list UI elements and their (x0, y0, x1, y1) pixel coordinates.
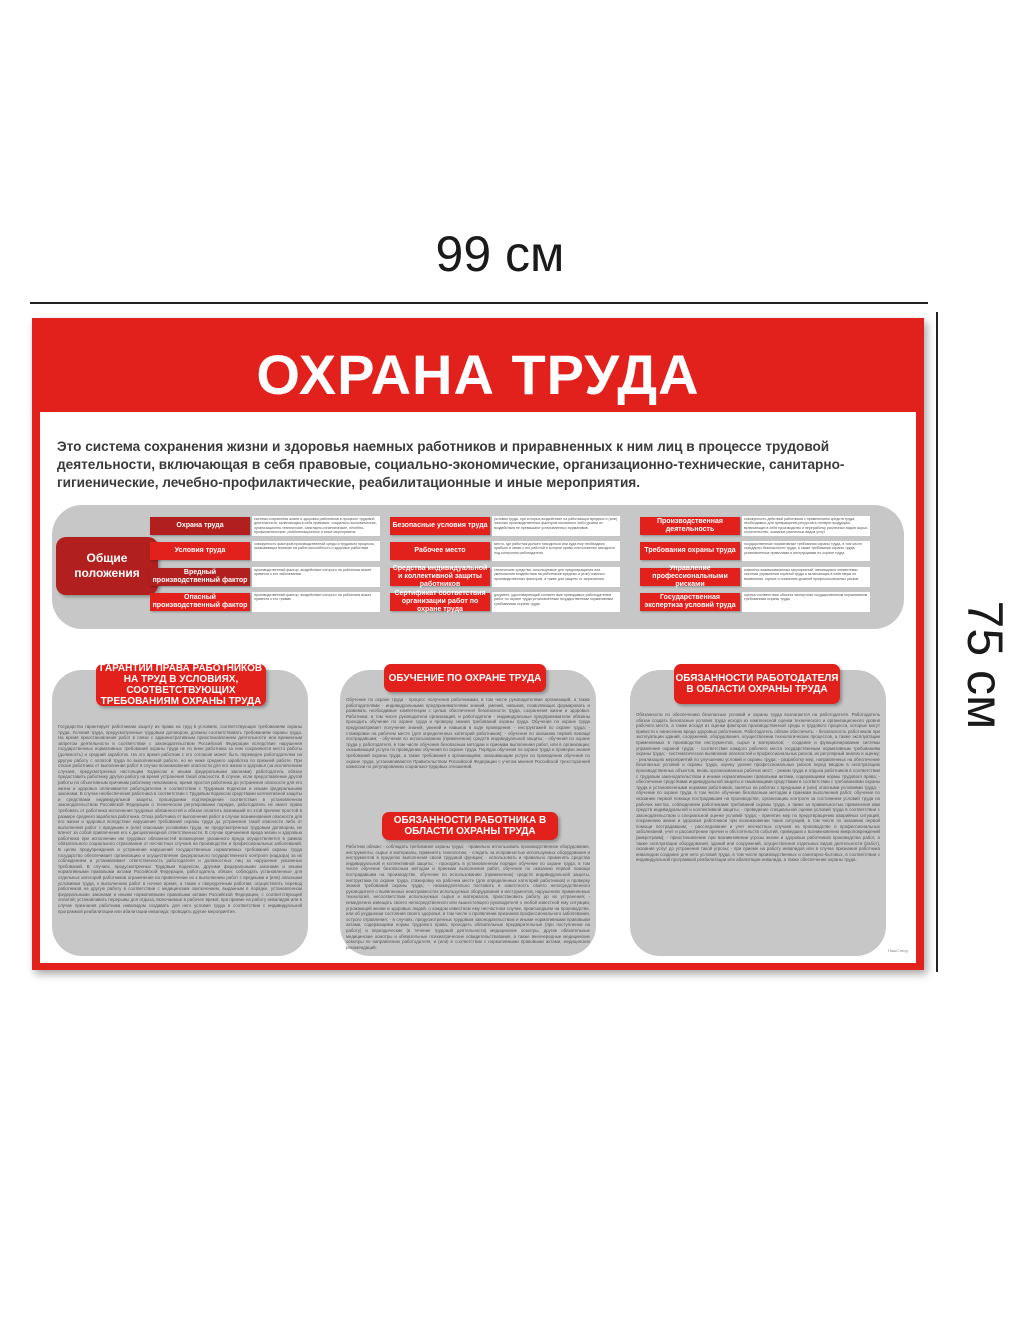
term-label: Средства индивидуальной и коллективной защиты работников (390, 568, 490, 586)
term-definition: место, где работник должен находиться или куда ему необходимо прибыть в связи с его работой и которое прямо или косвенно находится под контролем работодателя (492, 541, 620, 561)
intro-text: Это система сохранения жизни и здоровья наемных работников и приравненных к ним лиц в процессе трудовой деятельности, включающая в себя правовые, социально-экономические, организационно-технические, санитарно-гигиенические, лечебно-профилактические, реабилитационные и иные мероприятия. (57, 439, 845, 490)
term-definition: условия труда, при которых воздействие на работающих вредных и (или) опасных производственных факторов исключено либо уровни их воздействия не превышают установленных нормативов (492, 516, 620, 536)
panel-guarantees-text: Государство гарантирует работникам защиту их права на труд в условиях, соответствующих требованиям охраны труда. Условия труда, предусмотренные трудовым договором, должны соответствовать требованиям охраны труда. На время приостановления работ в связи с административным приостановлением деятельности или временным запретом деятельности в соответствии с законодательством Российской Федерации вследствие нарушения государственных нормативных требований охраны труда не по вине работника за ним сохраняются место работы (должность) и средний заработок. На это время работник с его согласия может быть переведен работодателем на другую работу с оплатой труда по выполняемой работе, но не ниже среднего заработка по прежней работе. При отказе работника от выполнения работ в случае возникновения опасности для его жизни и здоровья (за исключением случаев, предусмотренных настоящим Кодексом и иными федеральными законами) работодатель обязан предоставить работнику другую работу на время устранения такой опасности. В случае, если предоставление другой работы по объективным причинам работнику невозможно, время простоя работника до устранения опасности для его жизни и здоровья оплачивается работодателем в соответствии с Трудовым Кодексом и иными федеральными законами. В случае необеспечения работника в соответствии с Трудовым Кодексом средствами коллективной защиты и средствами индивидуальной защиты, прошедшими подтверждение соответствия в установленном законодательством Российской Федерации о техническом регулировании порядке, работодатель не имеет права требовать от работника исполнения трудовых обязанностей и обязан оплатить возникший по этой причине простой в размере среднего заработка работника. Отказ работника от выполнения работ в случае возникновения опасности для его жизни и здоровья вследствие нарушения требований охраны труда до устранения такой опасности либо от выполнения работ с вредными и (или) опасными условиями труда, не предусмотренных трудовым договором, не влечет за собой привлечения его к дисциплинарной ответственности. В случае причинения вреда жизни и здоровью работника при исполнении им трудовых обязанностей возмещение указанного вреда осуществляется в рамках обязательного социального страхования от несчастных случаев на производстве и профессиональных заболеваний. В целях предупреждения и устранения нарушений государственных нормативных требований охраны труда государство обеспечивает организацию и осуществление федерального государственного контроля (надзора) за их соблюдением и устанавливает ответственность работодателя и должностных лиц за нарушение указанных требований. В случаях, предусмотренных Трудовым Кодексом, другими федеральными законами и иными нормативными правовыми актами Российской Федерации, работодатель обязан: соблюдать установленные для отдельных категорий работников ограничения на привлечение их к выполнению работ с вредными и (или) опасными условиями труда, к выполнению работ в ночное время, а также к сверхурочным работам; осуществлять перевод работников на другую работу в соответствии с медицинским заключением, выданным в порядке, установленном федеральными законами и иными нормативными правовыми актами Российской Федерации, с соответствующей оплатой; устанавливать перерывы для отдыха, включаемые в рабочее время; при приеме на работу инвалидов или в случае признания работника инвалидом создавать для него условия труда в соответствии с индивидуальной программой реабилитации или абилитации инвалида; проводить другие мероприятия. (58, 724, 302, 914)
height-dimension-label: 75 см (957, 600, 1013, 730)
term-definition: комплекс взаимосвязанных мероприятий, являющихся элементами системы управления охраной труда и включающих в себя меры по выявлению, оценке и снижению уровней профессиональных рисков (742, 567, 870, 587)
term-label: Безопасные условия труда (390, 517, 490, 535)
term-definition: государственные нормативные требования охраны труда, в том числе стандарты безопасности труда, а также требования охраны труда, установленные правилами и инструкциями по охране труда (742, 541, 870, 561)
panel-worker-duties-text: Работник обязан: - соблюдать требования охраны труда; - правильно использовать производственное оборудование, инструменты, сырье и материалы, применять технологию; - следить за исправностью используемых оборудования и инструментов в пределах выполнения своей трудовой функции; - использовать и правильно применять средства индивидуальной и коллективной защиты; - проходить в установленном порядке обучение по охране труда, в том числе обучение безопасным методам и приемам выполнения работ, обучение по оказанию первой помощи пострадавшим на производстве, обучение по использованию (применению) средств индивидуальной защиты, инструктажи по охране труда, стажировку на рабочем месте (для определенных категорий работников) и проверку знания требований охраны труда; - незамедлительно поставить в известность своего непосредственного руководителя о выявленных неисправностях используемых оборудования и инструментов, нарушениях применяемых технологий, несоответствии используемых сырья и материалов, приостановить работу до их устранения; - немедленно извещать своего непосредственного или вышестоящего руководителя о любой известной ему ситуации, угрожающей жизни и здоровью людей, о каждом известном ему несчастном случае, происшедшем на производстве, или об ухудшении состояния своего здоровья, в том числе о проявлении признаков профессионального заболевания, острого отравления; - в случаях, предусмотренных трудовым законодательством и иными нормативными правовыми актами, содержащими нормы трудового права, проходить обязательные предварительные (при поступлении на работу) и периодические (в течение трудовой деятельности) медицинские осмотры, другие обязательные медицинские осмотры и обязательные психиатрические освидетельствования, а также внеочередные медицинские осмотры по направлению работодателя, и (или) в соответствии с нормативными правовыми актами, медицинских рекомендаций. (346, 844, 590, 950)
panel-employer-duties-heading: ОБЯЗАННОСТИ РАБОТОДАТЕЛЯ В ОБЛАСТИ ОХРАНЫ ТРУДА (674, 664, 840, 704)
term-label: Рабочее место (390, 542, 490, 560)
term-label: Сертификат соответствия организации работ по охране труда (390, 593, 490, 611)
term-label: Управление профессиональными рисками (640, 568, 740, 586)
panel-training (340, 670, 596, 956)
term-label: Государственная экспертиза условий труда (640, 593, 740, 611)
term-label: Вредный производственный фактор (150, 568, 250, 586)
term-definition: система сохранения жизни и здоровья работников в процессе трудовой деятельности, включающая в себя правовые, социально-экономические, организационно-технические, санитарно-гигиенические, лечебно-профилактические, реабилитационные и иные мероприятия (252, 516, 380, 536)
term-definition: оценка соответствия объекта экспертизы государственным нормативным требованиям охраны труда (742, 592, 870, 612)
panel-worker-duties-heading: ОБЯЗАННОСТИ РАБОТНИКА В ОБЛАСТИ ОХРАНЫ ТРУДА (382, 812, 558, 840)
general-provisions-block (52, 505, 904, 629)
panel-guarantees (52, 663, 308, 956)
term-label: Требования охраны труда (640, 542, 740, 560)
term-label: Условия труда (150, 542, 250, 560)
panel-employer-duties (630, 670, 886, 956)
term-label: Опасный производственный фактор (150, 593, 250, 611)
term-definition: совокупность факторов производственной среды и трудового процесса, оказывающих влияние на работоспособность и здоровье работника (252, 541, 380, 561)
term-definition: производственный фактор, воздействие которого на работника может привести к его заболеванию (252, 567, 380, 587)
panel-training-heading: ОБУЧЕНИЕ ПО ОХРАНЕ ТРУДА (384, 664, 546, 692)
term-label: Производственная деятельность (640, 517, 740, 535)
term-definition: совокупность действий работников с применением средств труда, необходимых для превращения ресурсов в готовую продукцию, включающих в себя производство и переработку различных видов сырья, строительство, оказание различных видов услуг (742, 516, 870, 536)
term-definition: технические средства, используемые для предотвращения или уменьшения воздействия на работников вредных и (или) опасных производственных факторов, а также для защиты от загрязнения (492, 567, 620, 587)
panel-training-text: Обучение по охране труда - процесс получения работниками, в том числе руководителями организаций, а также работодателями - индивидуальными предпринимателями знаний, умений, навыков, позволяющих формировать и развивать необходимые компетенции с целью обеспечения безопасности труда, сохранения жизни и здоровья. Работники, в том числе руководители организаций, и работодатели - индивидуальные предприниматели обязаны проходить обучение по охране труда и проверку знания требований охраны труда. Обучение по охране труда предусматривает получение знаний, умений и навыков в ходе проведения: - инструктажей по охране труда; - стажировки на рабочем месте (для определенных категорий работников); - обучения по оказанию первой помощи пострадавшим; - обучения по использованию (применению) средств индивидуальной защиты; - обучения по охране труда у работодателя, в том числе обучения безопасным методам и приемам выполнения работ, или в организации, оказывающей услуги по проведению обучения по охране труда. Порядок обучения по охране труда и проверки знания требований охраны труда, а также требования к организациям, оказывающим услуги по проведению обучения по охране труда, устанавливаются Правительством Российской Федерации с учетом мнения Российской трехсторонней комиссии по регулированию социально-трудовых отношений. (346, 697, 590, 770)
general-provisions-label: Общие положения (56, 537, 158, 595)
term-definition: документ, удостоверяющий соответствие проводимых работодателем работ по охране труда установленным государственным нормативным требованиям охраны труда (492, 592, 620, 612)
watermark: НашСтенд (888, 948, 908, 953)
height-dimension-line (936, 312, 938, 972)
poster (32, 318, 924, 970)
poster-content (40, 412, 916, 963)
panel-guarantees-heading: ГАРАНТИИ ПРАВА РАБОТНИКОВ НА ТРУД В УСЛОВИЯХ, СООТВЕТСТВУЮЩИХ ТРЕБОВАНИЯМ ОХРАНЫ ТРУДА (96, 664, 266, 706)
width-dimension-label: 99 см (435, 226, 565, 282)
poster-title: ОХРАНА ТРУДА (256, 343, 700, 406)
term-label: Охрана труда (150, 517, 250, 535)
term-definition: производственный фактор, воздействие которого на работника может привести к его травме (252, 592, 380, 612)
width-dimension-line (30, 302, 928, 304)
panel-employer-duties-text: Обязанности по обеспечению безопасных условий и охраны труда возлагаются на работодателя. Работодатель обязан создать безопасные условия труда исходя из комплексной оценки технического и организационного уровня рабочего места, а также исходя из оценки факторов производственной среды и трудового процесса, которые могут привести к нанесению вреда здоровью работников. Работодатель обязан обеспечить: - безопасность работников при эксплуатации зданий, сооружений, оборудования, осуществлении технологических процессов, а также эксплуатации применяемых в производстве инструментов, сырья и материалов; - создание и функционирование системы управления охраной труда; - соответствие каждого рабочего места государственным нормативным требованиям охраны труда; - систематическое выявление опасностей и профессиональных рисков, их регулярный анализ и оценку; - реализацию мероприятий по улучшению условий и охраны труда; - разработку мер, направленных на обеспечение безопасных условий и охраны труда, оценку уровня профессиональных рисков перед вводом в эксплуатацию производственных объектов, вновь организованных рабочих мест; - режим труда и отдыха работников в соответствии с трудовым законодательством и иными нормативными правовыми актами, содержащими нормы трудового права; - обеспечение средствами индивидуальной защиты и смывающими средствами в соответствии с требованиями охраны труда и установленными нормами работников, занятых на работах с вредными и (или) опасными условиями труда; - обучение по охране труда, в том числе обучение безопасным методам и приемам выполнения работ, обучение по оказанию первой помощи пострадавшим на производстве, организацию контроля за состоянием условий труда на рабочих местах, соблюдением работниками требований охраны труда, а также за правильностью применения ими средств индивидуальной и коллективной защиты; - проведение специальной оценки условий труда в соответствии с законодательством о специальной оценке условий труда; - принятие мер по предотвращению аварийных ситуаций, сохранению жизни и здоровья работников при возникновении таких ситуаций, в том числе по оказанию первой помощи пострадавшим; - расследование и учет несчастных случаев на производстве и профессиональных заболеваний, учет и рассмотрение причин и обстоятельств событий, приведших к возникновению микроповреждений (микротравм); - приостановление при возникновении угрозы жизни и здоровью работников производства работ, а также эксплуатации оборудования, зданий или сооружений, осуществления отдельных видов деятельности (работ), оказания услуг до устранения такой угрозы; - при приеме на работу инвалидов или в случае признания работника инвалидом создание для него условий труда, в том числе производственных и санитарно-бытовых, в соответствии с индивидуальной программой реабилитации или абилитации инвалида, а также обеспечение охраны труда. (636, 712, 880, 863)
